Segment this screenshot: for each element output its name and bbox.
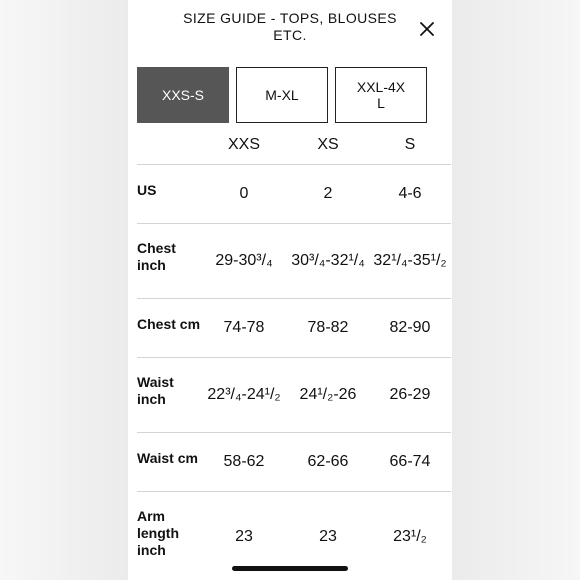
tab-xxs-s[interactable]: XXS-S <box>137 67 229 123</box>
table-cell: 26-29 <box>389 386 431 403</box>
tab-m-xl[interactable]: M-XL <box>236 67 328 123</box>
background-left <box>0 0 128 580</box>
tab-xxl-4xl[interactable]: XXL-4XL <box>335 67 427 123</box>
row-label: US <box>137 182 157 198</box>
table-cell: 23 <box>319 528 337 545</box>
table-cell: 22³/₄-24¹/₂ <box>207 386 281 403</box>
row-label: Waist cm <box>137 450 198 466</box>
size-guide-modal <box>128 0 452 580</box>
table-row <box>128 433 452 491</box>
table-cell: 29-30³/₄ <box>215 252 273 269</box>
table-cell: 78-82 <box>307 319 349 336</box>
table-row <box>128 165 452 223</box>
table-row <box>128 358 452 432</box>
table-cell: 58-62 <box>223 453 265 470</box>
close-icon <box>420 22 434 36</box>
row-label: Chest inch <box>137 240 176 273</box>
table-header <box>128 132 452 164</box>
column-header-xs: XS <box>317 136 339 153</box>
home-indicator <box>232 566 348 571</box>
column-header-xxs: XXS <box>227 136 260 153</box>
table-cell: 2 <box>323 185 333 202</box>
row-label: Waist inch <box>137 374 174 407</box>
modal-title: SIZE GUIDE - TOPS, BLOUSES ETC. <box>183 10 397 43</box>
column-header-s: S <box>404 136 416 153</box>
row-label: Arm length inch <box>137 508 179 558</box>
table-cell: 82-90 <box>389 319 431 336</box>
table-cell: 24¹/₂-26 <box>299 386 357 403</box>
close-button[interactable] <box>414 16 440 42</box>
table-cell: 66-74 <box>389 453 431 470</box>
table-row <box>128 299 452 357</box>
table-row <box>128 492 452 566</box>
table-row <box>128 224 452 298</box>
table-cell: 0 <box>239 185 249 202</box>
table-cell: 30³/₄-32¹/₄ <box>291 252 365 269</box>
row-label: Chest cm <box>137 316 201 332</box>
table-cell: 23¹/₂ <box>393 528 427 545</box>
table-cell: 4-6 <box>398 185 422 202</box>
table-cell: 74-78 <box>223 319 265 336</box>
background-right <box>452 0 580 580</box>
table-cell: 23 <box>235 528 253 545</box>
table-cell: 62-66 <box>307 453 349 470</box>
table-cell: 32¹/₄-35¹/₂ <box>373 252 447 269</box>
